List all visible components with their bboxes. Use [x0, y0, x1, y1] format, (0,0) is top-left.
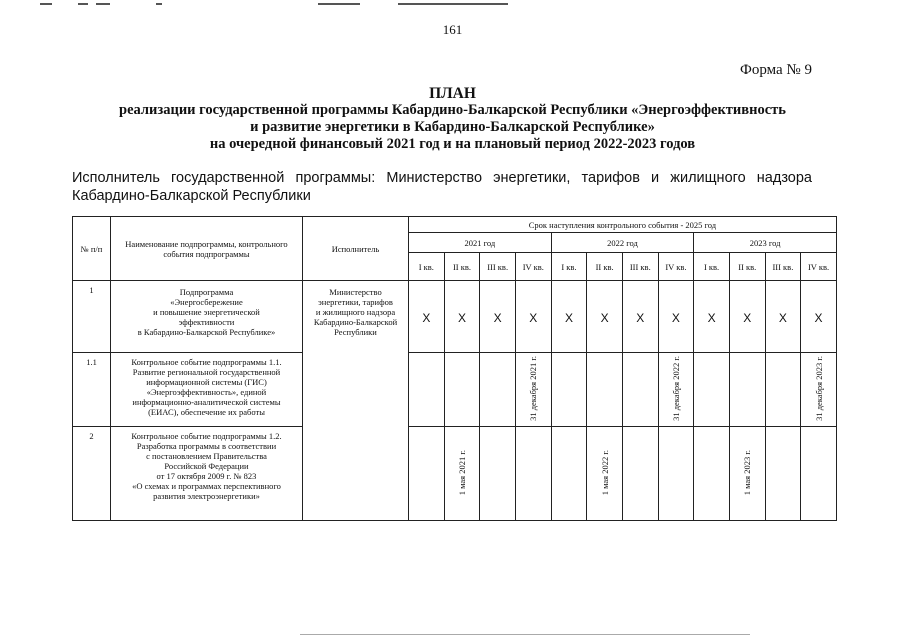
empty-cell	[444, 353, 480, 427]
header-quarter: III кв.	[765, 253, 801, 281]
row-executor	[303, 281, 409, 521]
header-year-2023: 2023 год	[694, 233, 837, 253]
empty-cell	[765, 353, 801, 427]
document-title	[0, 85, 905, 153]
empty-cell	[409, 427, 445, 521]
date-cell	[515, 353, 551, 427]
date-text: 31 декабря 2022 г.	[670, 356, 681, 421]
header-quarter: II кв.	[444, 253, 480, 281]
name-line: в Кабардино-Балкарской Республике»	[137, 327, 276, 337]
empty-cell	[765, 427, 801, 521]
header-quarter: III кв.	[622, 253, 658, 281]
name-line: Развитие региональной государственной	[132, 367, 281, 377]
header-executor: Исполнитель	[303, 217, 409, 281]
table-row	[73, 353, 837, 427]
row-number: 1.1	[73, 353, 111, 427]
empty-cell	[694, 427, 730, 521]
header-quarter: I кв.	[551, 253, 587, 281]
form-label: Форма № 9	[740, 62, 812, 78]
x-mark: X	[694, 281, 730, 353]
row-number: 2	[73, 427, 111, 521]
date-text: 31 декабря 2021 г.	[528, 356, 539, 421]
empty-cell	[587, 353, 623, 427]
table-row	[73, 281, 837, 353]
name-line: «Энергоэффективность», единой	[146, 387, 267, 397]
scan-artifacts	[0, 0, 905, 8]
title-line-2: и развитие энергетики в Кабардино-Балкарской Республике»	[250, 119, 655, 135]
name-line: Подпрограмма	[179, 287, 234, 297]
name-line: Разработка программы в соответствии	[136, 441, 277, 451]
name-line: развития электроэнергетики»	[153, 491, 260, 501]
x-mark: X	[801, 281, 837, 353]
header-quarter: IV кв.	[658, 253, 694, 281]
empty-cell	[622, 427, 658, 521]
name-line: «О схемах и программах перспективного	[132, 481, 281, 491]
x-mark: X	[551, 281, 587, 353]
x-mark: X	[480, 281, 516, 353]
row-name	[111, 353, 303, 427]
date-text: 31 декабря 2023 г.	[813, 356, 824, 421]
header-name: Наименование подпрограммы, контрольного события подпрограммы	[111, 217, 303, 281]
row-name	[111, 427, 303, 521]
date-cell	[801, 353, 837, 427]
header-deadline: Срок наступления контрольного события - 2025 год	[409, 217, 837, 233]
header-quarter: II кв.	[587, 253, 623, 281]
empty-cell	[551, 427, 587, 521]
date-text: 1 мая 2021 г.	[456, 449, 467, 496]
empty-cell	[515, 427, 551, 521]
executor-line: Министерство	[329, 287, 382, 297]
empty-cell	[801, 427, 837, 521]
x-mark: X	[658, 281, 694, 353]
header-year-2021: 2021 год	[409, 233, 552, 253]
date-cell	[587, 427, 623, 521]
date-cell	[729, 427, 765, 521]
program-executor: Исполнитель государственной программы: Министерство энергетики, тарифов и жилищного надзора Кабардино-Балкарской Республики	[72, 170, 812, 204]
row-number: 1	[73, 281, 111, 353]
name-line: информационно-аналитической системы	[132, 397, 281, 407]
header-num: № п/п	[73, 217, 111, 281]
date-cell	[658, 353, 694, 427]
date-text: 1 мая 2023 г.	[742, 449, 753, 496]
name-line: от 17 октября 2009 г. № 823	[156, 471, 257, 481]
name-line: Контрольное событие подпрограммы 1.2.	[131, 431, 282, 441]
x-mark: X	[587, 281, 623, 353]
empty-cell	[551, 353, 587, 427]
date-text: 1 мая 2022 г.	[599, 449, 610, 496]
empty-cell	[480, 353, 516, 427]
name-line: Контрольное событие подпрограммы 1.1.	[131, 357, 282, 367]
x-mark: X	[515, 281, 551, 353]
title-line-3: на очередной финансовый 2021 год и на плановый период 2022-2023 годов	[209, 136, 696, 152]
header-year-2022: 2022 год	[551, 233, 694, 253]
row-name	[111, 281, 303, 353]
empty-cell	[480, 427, 516, 521]
name-line: «Энергосбережение	[170, 297, 243, 307]
header-quarter: II кв.	[729, 253, 765, 281]
plan-table	[72, 216, 837, 521]
date-cell	[444, 427, 480, 521]
executor-line: Кабардино-Балкарской	[313, 317, 398, 327]
empty-cell	[729, 353, 765, 427]
name-line: информационной системы (ГИС)	[146, 377, 267, 387]
executor-line: энергетики, тарифов	[318, 297, 393, 307]
x-mark: X	[729, 281, 765, 353]
x-mark: X	[765, 281, 801, 353]
header-quarter: IV кв.	[801, 253, 837, 281]
name-line: и повышение энергетической	[153, 307, 260, 317]
name-line: с постановлением Правительства	[146, 451, 267, 461]
page-number: 161	[442, 22, 463, 37]
empty-cell	[694, 353, 730, 427]
empty-cell	[409, 353, 445, 427]
table-row	[73, 427, 837, 521]
empty-cell	[658, 427, 694, 521]
title-plan: ПЛАН	[429, 85, 476, 102]
executor-line: и жилищного надзора	[315, 307, 396, 317]
x-mark: X	[409, 281, 445, 353]
header-quarter: I кв.	[694, 253, 730, 281]
header-quarter: III кв.	[480, 253, 516, 281]
header-quarter: IV кв.	[515, 253, 551, 281]
executor-line: Республики	[334, 327, 377, 337]
name-line: эффективности	[178, 317, 235, 327]
name-line: (ЕИАС), обеспечение их работы	[148, 407, 265, 417]
scan-artifact-line	[300, 634, 750, 635]
title-line-1: реализации государственной программы Кабардино-Балкарской Республики «Энергоэффективность	[119, 102, 786, 118]
name-line: Российской Федерации	[164, 461, 249, 471]
x-mark: X	[444, 281, 480, 353]
header-quarter: I кв.	[409, 253, 445, 281]
empty-cell	[622, 353, 658, 427]
x-mark: X	[622, 281, 658, 353]
